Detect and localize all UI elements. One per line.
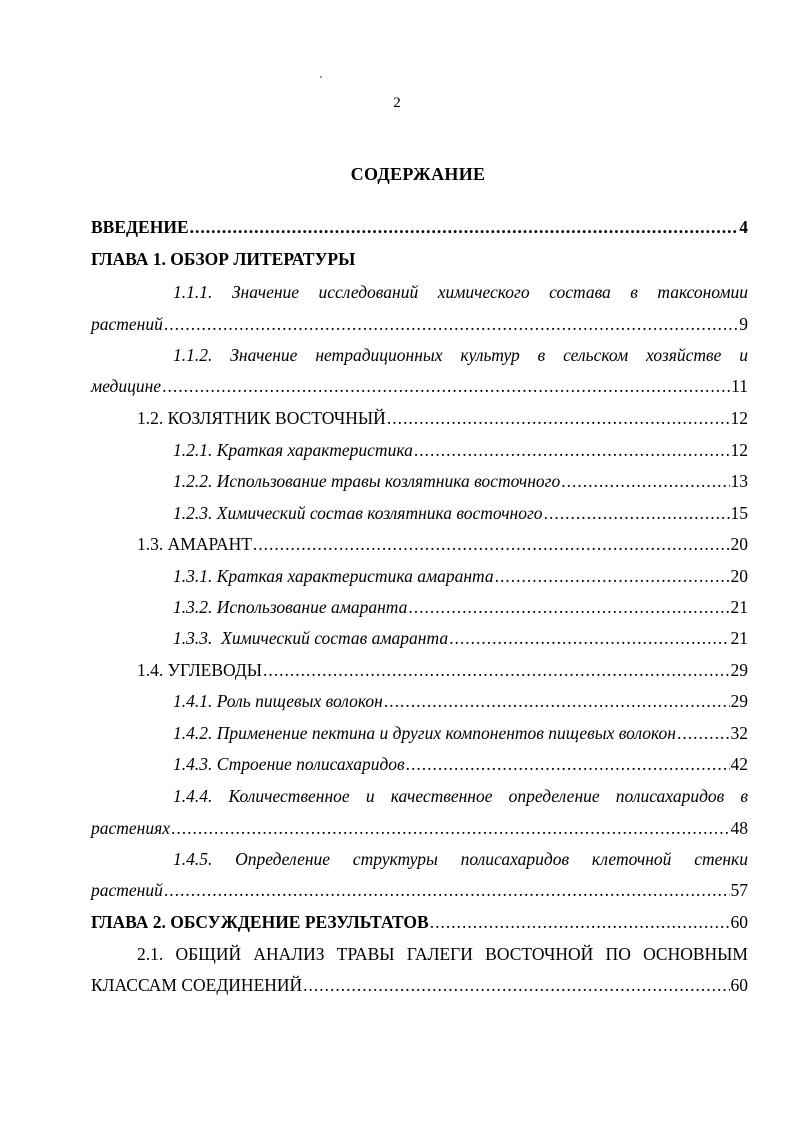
toc-label: 1.4.2. Применение пектина и других компонентов пищевых волокон xyxy=(173,723,676,743)
toc-label: ГЛАВА 2. ОБСУЖДЕНИЕ РЕЗУЛЬТАТОВ xyxy=(91,912,429,932)
leader-dots xyxy=(190,216,739,238)
toc-entry-chapter2[interactable] xyxy=(91,911,748,933)
toc-entry-1-2-2[interactable] xyxy=(173,470,748,492)
toc-entry-1-2[interactable] xyxy=(137,407,748,429)
leader-dots xyxy=(384,690,730,712)
toc-page: 48 xyxy=(730,818,748,838)
toc-page: 32 xyxy=(730,723,748,743)
toc-entry-1-3-1[interactable] xyxy=(173,565,748,587)
toc-entry-1-4-5-line1[interactable] xyxy=(173,848,748,870)
toc-label: 1.3.2. Использование амаранта xyxy=(173,597,408,617)
leader-dots xyxy=(677,722,730,744)
toc-entry-1-2-1[interactable] xyxy=(173,439,748,461)
toc-label: медицине xyxy=(91,376,162,396)
leader-dots xyxy=(544,502,730,524)
toc-label: 1.2.2. Использование травы козлятника восточного xyxy=(173,471,561,491)
toc-page: 20 xyxy=(730,566,748,586)
toc-entry-intro[interactable] xyxy=(91,216,748,238)
toc-entry-2-1-line1[interactable] xyxy=(137,943,748,965)
toc-label: 1.4. УГЛЕВОДЫ xyxy=(137,660,263,680)
toc-entry-1-4-4-line1[interactable] xyxy=(173,785,748,807)
toc-entry-1-4-1[interactable] xyxy=(173,690,748,712)
leader-dots xyxy=(164,313,738,335)
toc-page: 4 xyxy=(739,217,748,237)
toc-label: 2.1. ОБЩИЙ АНАЛИЗ ТРАВЫ ГАЛЕГИ ВОСТОЧНОЙ ПО ОСНОВНЫМ xyxy=(137,944,748,964)
toc-entry-1-4[interactable] xyxy=(137,659,748,681)
toc-label: 1.1.2. Значение нетрадиционных культур в сельском хозяйстве и xyxy=(173,345,748,365)
page-title: СОДЕРЖАНИЕ xyxy=(350,164,486,184)
leader-dots xyxy=(263,659,729,681)
toc-label: 1.1.1. Значение исследований химического состава в таксономии xyxy=(173,282,748,302)
toc-page: 11 xyxy=(731,376,748,396)
toc-label: ГЛАВА 1. ОБЗОР ЛИТЕРАТУРЫ xyxy=(91,249,356,269)
toc-page: 21 xyxy=(730,597,748,617)
toc-page: 12 xyxy=(730,408,748,428)
leader-dots xyxy=(449,627,729,649)
toc-label: 1.4.5. Определение структуры полисахаридов клеточной стенки xyxy=(173,849,748,869)
toc-entry-1-4-2[interactable] xyxy=(173,722,748,744)
toc-entry-1-3-2[interactable] xyxy=(173,596,748,618)
toc-label: растениях xyxy=(91,818,171,838)
leader-dots xyxy=(162,375,730,397)
toc-entry-1-1-2-line1[interactable] xyxy=(173,344,748,366)
toc-page: 29 xyxy=(730,691,748,711)
toc-label: 1.3.3. Химический состав амаранта xyxy=(173,628,449,648)
toc-entry-1-2-3[interactable] xyxy=(173,502,748,524)
toc-label: ВВЕДЕНИЕ xyxy=(91,217,189,237)
toc-page: 60 xyxy=(730,912,748,932)
toc-page: 13 xyxy=(730,471,748,491)
toc-label: 1.2.3. Химический состав козлятника восточного xyxy=(173,503,543,523)
toc-label: 1.4.3. Строение полисахаридов xyxy=(173,754,405,774)
toc-page: 57 xyxy=(730,880,748,900)
leader-dots xyxy=(303,974,729,996)
leader-dots xyxy=(430,911,730,933)
toc-label: 1.3.1. Краткая характеристика амаранта xyxy=(173,566,494,586)
toc-label: растений xyxy=(91,314,163,334)
toc-page: 29 xyxy=(730,660,748,680)
toc-label: 1.4.4. Количественное и качественное определение полисахаридов в xyxy=(173,786,748,806)
leader-dots xyxy=(387,407,730,429)
toc-entry-1-3[interactable] xyxy=(137,533,748,555)
toc-entry-1-3-3[interactable] xyxy=(173,627,748,649)
scan-speck xyxy=(320,76,322,78)
leader-dots xyxy=(253,533,730,555)
toc-page: 42 xyxy=(730,754,748,774)
toc-page: 15 xyxy=(730,503,748,523)
toc-entry-1-4-4-line2[interactable] xyxy=(91,817,748,839)
leader-dots xyxy=(495,565,730,587)
leader-dots xyxy=(408,596,729,618)
toc-label: 1.3. АМАРАНТ xyxy=(137,534,252,554)
leader-dots xyxy=(171,817,729,839)
toc-entry-chapter1[interactable] xyxy=(91,248,355,270)
toc-entry-1-4-3[interactable] xyxy=(173,753,748,775)
leader-dots xyxy=(414,439,730,461)
toc-page: 60 xyxy=(730,975,748,995)
page-number: 2 xyxy=(393,95,401,111)
toc-label: 1.2.1. Краткая характеристика xyxy=(173,440,413,460)
toc-entry-1-1-2-line2[interactable] xyxy=(91,375,748,397)
toc-page: 20 xyxy=(730,534,748,554)
toc-entry-2-1-line2[interactable] xyxy=(91,974,748,996)
toc-label: 1.4.1. Роль пищевых волокон xyxy=(173,691,383,711)
leader-dots xyxy=(164,879,730,901)
toc-entry-1-1-1-line2[interactable] xyxy=(91,313,748,335)
leader-dots xyxy=(406,753,730,775)
toc-entry-1-4-5-line2[interactable] xyxy=(91,879,748,901)
toc-entry-1-1-1-line1[interactable] xyxy=(173,281,748,303)
toc-label: 1.2. КОЗЛЯТНИК ВОСТОЧНЫЙ xyxy=(137,408,386,428)
toc-page: 12 xyxy=(730,440,748,460)
toc-label: КЛАССАМ СОЕДИНЕНИЙ xyxy=(91,975,303,995)
toc-label: растений xyxy=(91,880,163,900)
toc-page: 21 xyxy=(730,628,748,648)
leader-dots xyxy=(561,470,729,492)
toc-page: 9 xyxy=(739,314,748,334)
